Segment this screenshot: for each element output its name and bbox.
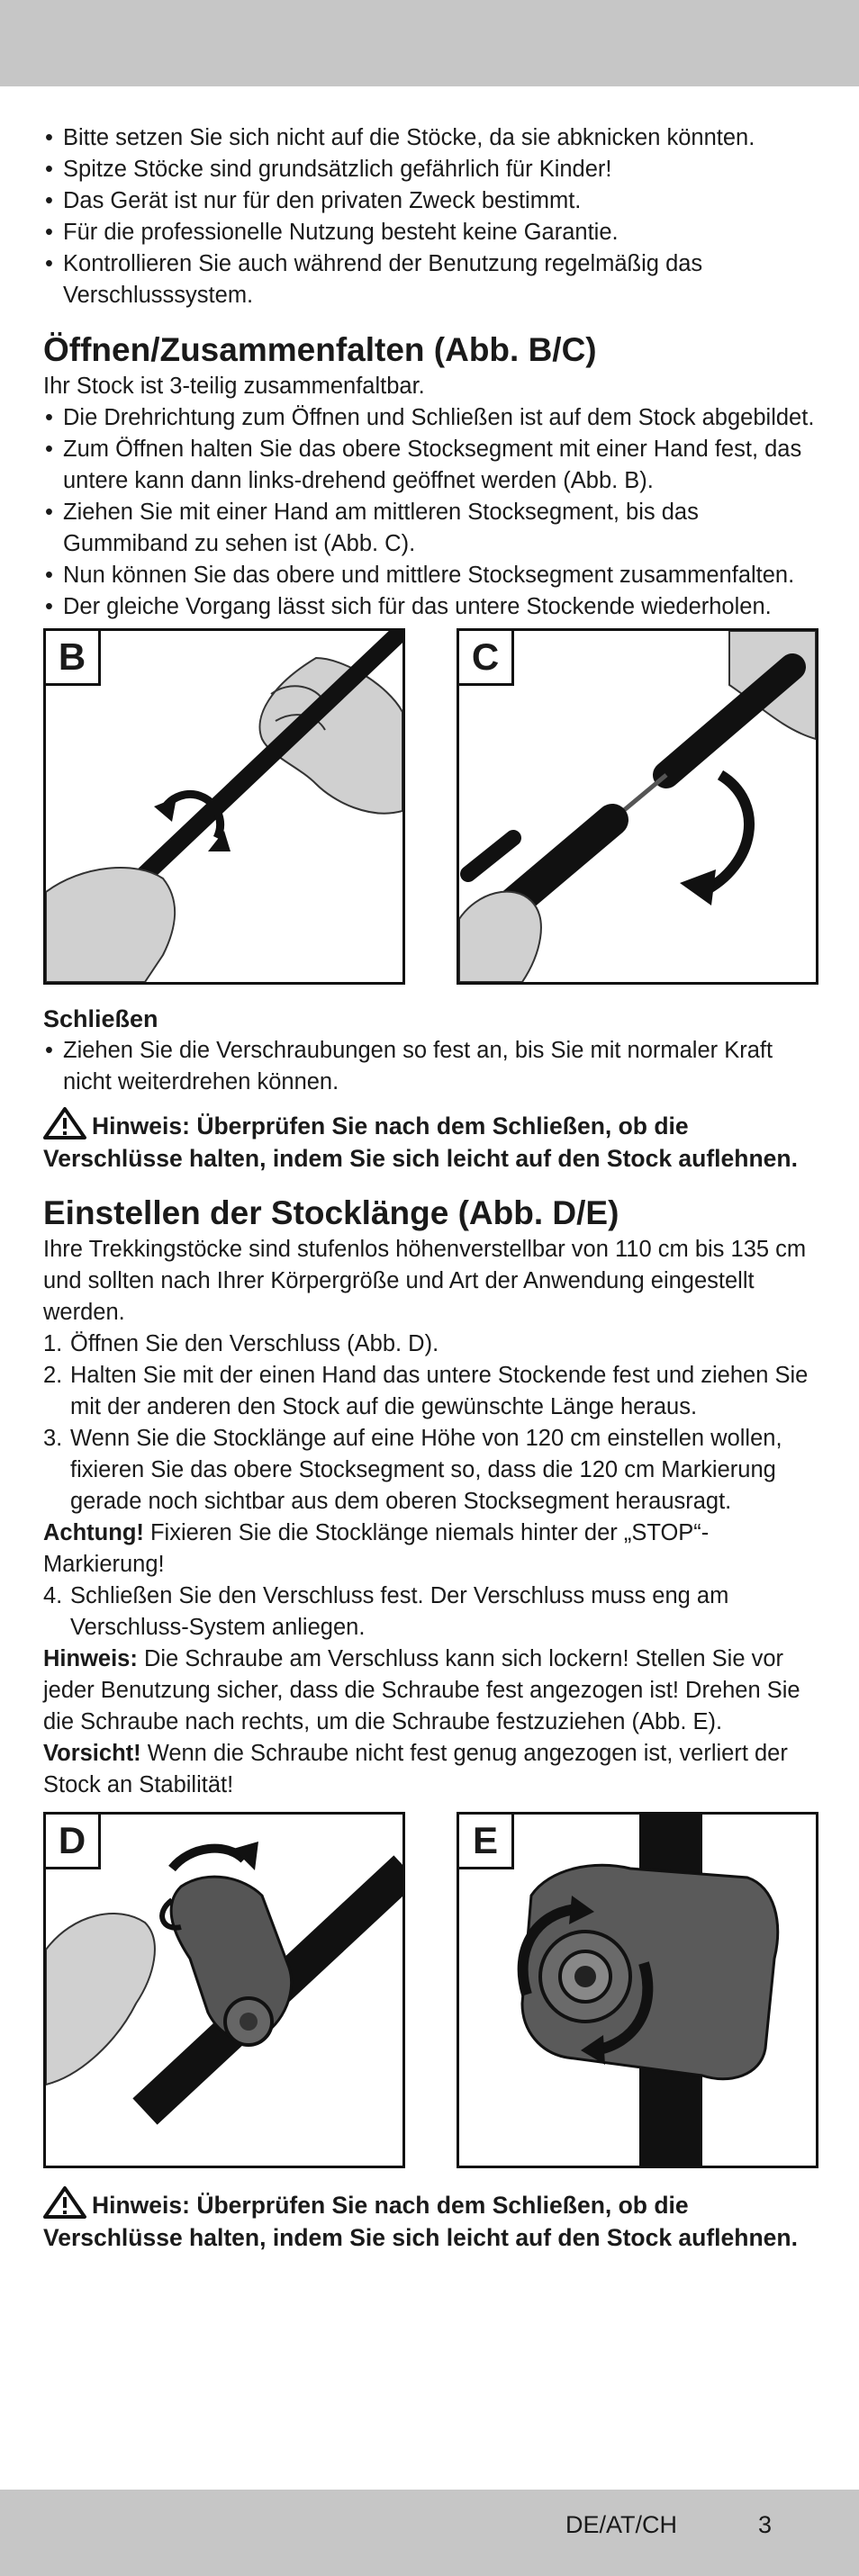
list-item: • Kontrollieren Sie auch während der Benutzung regelmäßig das Verschlusssystem. <box>43 248 818 311</box>
footer-locale: DE/AT/CH <box>565 2511 678 2538</box>
figure-label: E <box>459 1815 514 1869</box>
vorsicht-note: Vorsicht! Wenn die Schraube nicht fest genug angezogen ist, verliert der Stock an Stabilität! <box>43 1741 788 1797</box>
list-item: • Spitze Stöcke sind grundsätzlich gefährlich für Kinder! <box>43 154 818 185</box>
list-item: • Bitte setzen Sie sich nicht auf die Stöcke, da sie abknicken könnten. <box>43 122 818 154</box>
list-item: • Ziehen Sie die Verschraubungen so fest an, bis Sie mit normaler Kraft nicht weiterdrehen können. <box>43 1035 818 1098</box>
header-band <box>0 0 859 86</box>
warning-text: Hinweis: Überprüfen Sie nach dem Schließen, ob die Verschlüsse halten, indem Sie sich leicht auf den Stock auflehnen. <box>43 2192 798 2251</box>
figure-b <box>43 628 405 985</box>
figure-label: C <box>459 631 514 686</box>
section-title-open-fold: Öffnen/Zusammenfalten (Abb. B/C) <box>43 331 597 368</box>
subsection-title-closing: Schließen <box>43 1005 158 1032</box>
footer-band <box>0 2490 859 2576</box>
step-item: 1. Öffnen Sie den Verschluss (Abb. D). <box>43 1331 439 1356</box>
warning-note <box>43 1107 818 1175</box>
figure-label: B <box>46 631 101 686</box>
figure-label: D <box>46 1815 101 1869</box>
list-item: • Das Gerät ist nur für den privaten Zweck bestimmt. <box>43 185 818 217</box>
list-item: • Ziehen Sie mit einer Hand am mittleren Stocksegment, bis das Gummiband zu sehen ist (Abb. C). <box>43 497 818 560</box>
figure-c <box>457 628 818 985</box>
step-item: 3. Wenn Sie die Stocklänge auf eine Höhe von 120 cm einstellen wollen, fixieren Sie das obere Stocksegment so, dass die 120 cm Markierung gerade noch sichtbar aus dem oberen Stocksegment herausragt. <box>43 1426 782 1514</box>
open-fold-list <box>43 402 818 623</box>
warning-triangle-icon <box>43 2186 92 2219</box>
figure-d <box>43 1812 405 2168</box>
step-item: 2. Halten Sie mit der einen Hand das untere Stockende fest und ziehen Sie mit der anderen den Stock auf die gewünschte Länge heraus. <box>43 1363 809 1419</box>
warning-text: Hinweis: Überprüfen Sie nach dem Schließen, ob die Verschlüsse halten, indem Sie sich leicht auf den Stock auflehnen. <box>43 1112 798 1172</box>
page-number: 3 <box>758 2511 773 2538</box>
section-intro: Ihr Stock ist 3-teilig zusammenfaltbar. <box>43 374 425 399</box>
list-item: • Zum Öffnen halten Sie das obere Stocksegment mit einer Hand fest, das untere kann dann links-drehend geöffnet werden (Abb. B). <box>43 434 818 497</box>
closing-list <box>43 1035 818 1098</box>
document-body <box>43 122 818 2254</box>
list-item: • Die Drehrichtung zum Öffnen und Schließen ist auf dem Stock abgebildet. <box>43 402 818 434</box>
achtung-note: Achtung! Fixieren Sie die Stocklänge niemals hinter der „STOP“-Markierung! <box>43 1520 710 1577</box>
list-item: • Der gleiche Vorgang lässt sich für das untere Stockende wiederholen. <box>43 591 818 623</box>
hinweis-note: Hinweis: Die Schraube am Verschluss kann sich lockern! Stellen Sie vor jeder Benutzung sicher, dass die Schraube fest angezogen ist! Drehen Sie die Schraube nach rechts, um die Schraube festzuziehen (Abb. E). <box>43 1646 800 1734</box>
list-item: • Für die professionelle Nutzung besteht keine Garantie. <box>43 217 818 248</box>
section-title-adjust-length: Einstellen der Stocklänge (Abb. D/E) <box>43 1194 619 1231</box>
figure-e <box>457 1812 818 2168</box>
adjust-steps <box>43 1329 818 1518</box>
section-intro: Ihre Trekkingstöcke sind stufenlos höhenverstellbar von 110 cm bis 135 cm und sollten nach Ihrer Körpergröße und Art der Anwendung eingestellt werden. <box>43 1237 807 1325</box>
warning-note <box>43 2186 818 2254</box>
figure-row-d-e <box>43 1812 818 2168</box>
adjust-steps-continued <box>43 1581 818 1644</box>
warning-triangle-icon <box>43 1107 92 1139</box>
list-item: • Nun können Sie das obere und mittlere Stocksegment zusammenfalten. <box>43 560 818 591</box>
step-item: 4. Schließen Sie den Verschluss fest. Der Verschluss muss eng am Verschluss-System anliegen. <box>43 1583 729 1640</box>
safety-list <box>43 122 818 311</box>
figure-row-b-c <box>43 628 818 985</box>
